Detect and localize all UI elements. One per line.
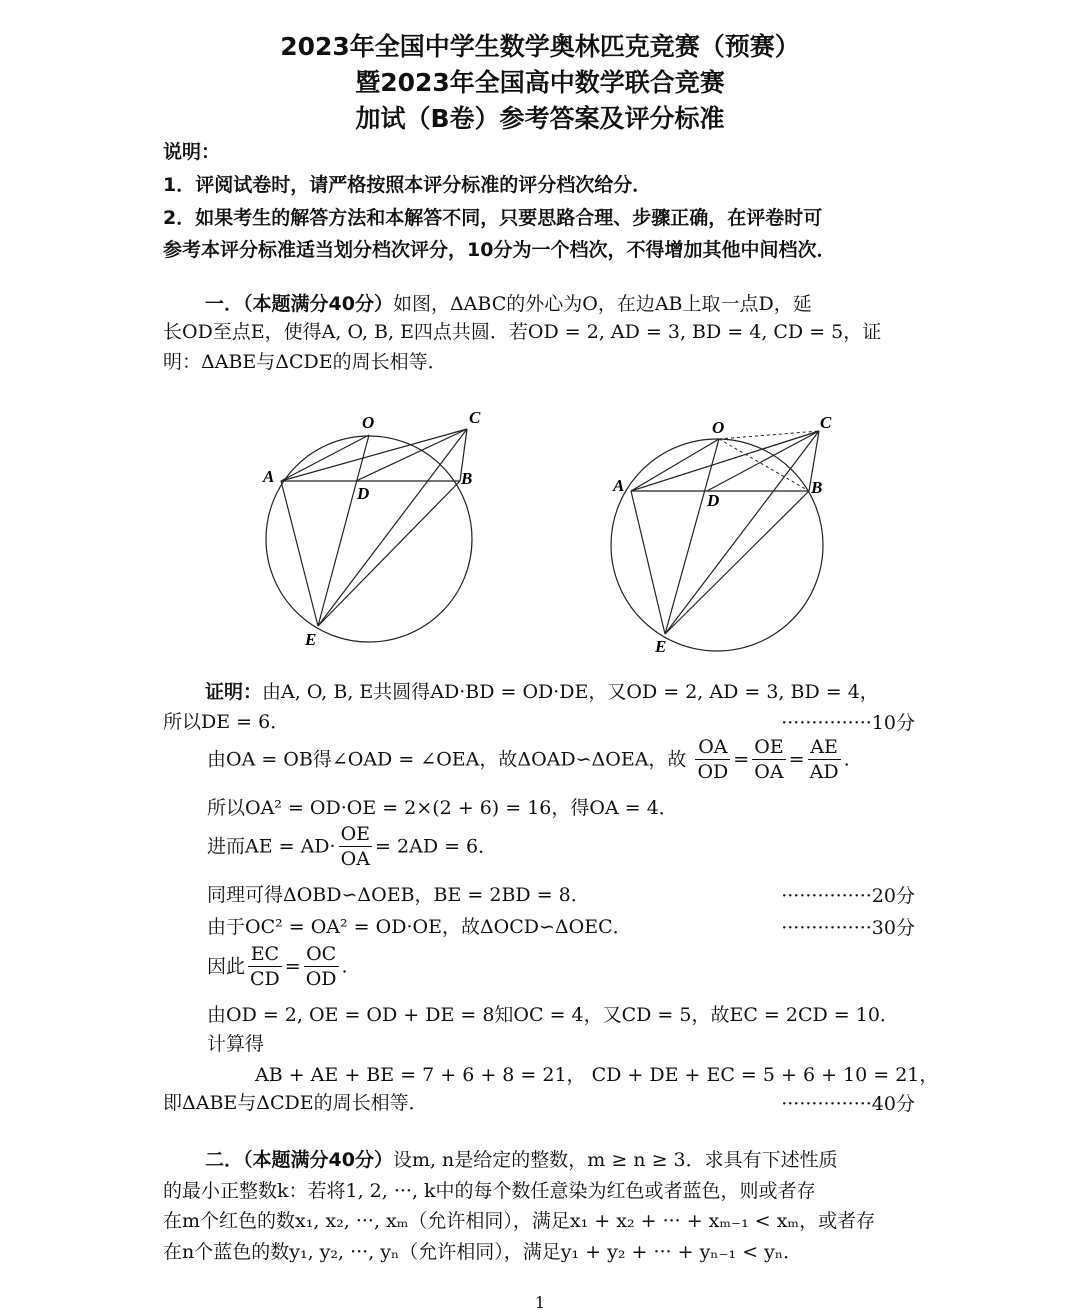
label-e: E bbox=[655, 637, 667, 655]
segment-ae bbox=[281, 481, 318, 626]
label-b: B bbox=[461, 469, 473, 488]
segment-ao bbox=[281, 435, 369, 481]
problem1-text-1: 如图，ΔABC的外心为O，在边AB上取一点D，延 bbox=[392, 293, 812, 315]
proof-line-8: 因此 $\frac{EC}{CD}$ = $\frac{OC}{OD}$ . bbox=[207, 943, 348, 990]
proof-line-6: 同理可得ΔOBD∽ΔOEB，BE = 2BD = 8． bbox=[207, 884, 590, 906]
problem1-line3: 明：ΔABE与ΔCDE的周长相等． bbox=[163, 351, 447, 373]
problem2-line2: 的最小正整数k：若将1, 2, ···, k中的每个数任意染为红色或者蓝色，则或者存 bbox=[163, 1180, 816, 1202]
score-20: ···············20分 bbox=[781, 885, 915, 907]
title-line-1: 2023年全国中学生数学奥林匹克竞赛（预赛） bbox=[280, 32, 800, 61]
proof-line-2: 所以DE = 6． bbox=[163, 711, 290, 733]
circumcircle bbox=[266, 436, 472, 642]
label-o: O bbox=[362, 413, 375, 432]
proof-text-3: 由OA = OB得∠OAD = ∠OEA，故ΔOAD∽ΔOEA，故 bbox=[207, 748, 687, 771]
segment-oe bbox=[665, 439, 719, 634]
title-line-2: 暨2023年全国高中数学联合竞赛 bbox=[355, 68, 725, 97]
fraction-oc-od: $\frac{OC}{OD}$ bbox=[305, 943, 337, 990]
score-40: ···············40分 bbox=[781, 1093, 915, 1115]
problem2-label: 二．（本题满分40分） bbox=[205, 1149, 393, 1171]
proof-line-7: 由于OC² = OA² = OD·OE，故ΔOCD∽ΔOEC． bbox=[207, 916, 632, 938]
label-o: O bbox=[712, 418, 725, 437]
segment-ae bbox=[631, 491, 665, 634]
circumcircle bbox=[611, 439, 823, 651]
score-10: ···············10分 bbox=[781, 712, 915, 734]
fraction-ae-ad: $\frac{AE}{AD}$ bbox=[809, 736, 839, 783]
problem1-line1 bbox=[205, 290, 812, 318]
page-number: 1 bbox=[534, 1293, 546, 1312]
proof-line-10: 计算得 bbox=[207, 1033, 265, 1055]
segment-be bbox=[665, 491, 809, 634]
problem1-label: 一．（本题满分40分） bbox=[205, 293, 393, 315]
proof-line-5: 进而AE = AD· $\frac{OE}{OA}$ = 2AD = 6． bbox=[207, 823, 498, 870]
score-30: ···············30分 bbox=[781, 917, 915, 939]
label-a: A bbox=[263, 467, 275, 486]
problem2-line3: 在m个红色的数x₁, x₂, ···, xₘ（允许相同），满足x₁ + x₂ + ··· + xₘ₋₁ < xₘ，或者存 bbox=[163, 1210, 876, 1232]
figure-right bbox=[605, 405, 855, 655]
label-d: D bbox=[707, 491, 720, 510]
label-c: C bbox=[469, 408, 481, 427]
dashed-ob bbox=[719, 439, 809, 491]
proof-text-1: 由A, O, B, E共圆得AD·BD = OD·DE，又OD = 2, AD = 3, BD = 4， bbox=[262, 681, 879, 703]
proof-line-4: 所以OA² = OD·OE = 2×(2 + 6) = 16，得OA = 4． bbox=[207, 797, 678, 819]
note-item-2b: 参考本评分标准适当划分档次评分，10分为一个档次，不得增加其他中间档次． bbox=[163, 239, 836, 261]
label-e: E bbox=[305, 630, 317, 649]
proof-line-1 bbox=[205, 678, 879, 706]
segment-ao bbox=[631, 439, 719, 491]
segment-ce bbox=[665, 431, 819, 634]
problem2-line1: 二．（本题满分40分）设m, n是给定的整数，m ≥ n ≥ 3．求具有下述性质 bbox=[205, 1149, 838, 1171]
proof-line-9: 由OD = 2, OE = OD + DE = 8知OC = 4，又CD = 5，故EC = 2CD = 10． bbox=[207, 1004, 899, 1026]
proof-label: 证明： bbox=[205, 681, 263, 703]
figure-left bbox=[255, 405, 505, 655]
dashed-oc bbox=[719, 431, 819, 439]
label-b: B bbox=[811, 478, 823, 497]
label-a: A bbox=[613, 476, 625, 495]
segment-ce bbox=[318, 429, 467, 626]
segment-be bbox=[318, 481, 460, 626]
notes-heading: 说明： bbox=[163, 141, 221, 163]
proof-line-12: 即ΔABE与ΔCDE的周长相等． bbox=[163, 1092, 428, 1114]
proof-line-11: AB + AE + BE = 7 + 6 + 8 = 21， CD + DE + EC = 5 + 6 + 10 = 21， bbox=[255, 1064, 939, 1086]
fraction-ec-cd: $\frac{EC}{CD}$ bbox=[250, 943, 280, 990]
label-c: C bbox=[820, 413, 832, 432]
problem1-line2: 长OD至点E，使得A, O, B, E四点共圆．若OD = 2, AD = 3, BD = 4, CD = 5，证 bbox=[163, 321, 882, 343]
fraction-oe-oa: $\frac{OE}{OA}$ bbox=[754, 736, 784, 783]
note-item-1: 1．评阅试卷时，请严格按照本评分标准的评分档次给分． bbox=[163, 174, 652, 196]
note-item-2a: 2．如果考生的解答方法和本解答不同，只要思路合理、步骤正确，在评卷时可 bbox=[163, 207, 823, 229]
problem2-line4: 在n个蓝色的数y₁, y₂, ···, yₙ（允许相同），满足y₁ + y₂ + ··· + yₙ₋₁ < yₙ． bbox=[163, 1241, 803, 1263]
proof-line-3: 由OA = OB得∠OAD = ∠OEA，故ΔOAD∽ΔOEA，故 $\frac{OA}{OD}$ = $\frac{OE}{OA}$ = $\frac{AE}{AD}$ . bbox=[207, 736, 850, 783]
label-d: D bbox=[357, 484, 370, 503]
title-line-3: 加试（B卷）参考答案及评分标准 bbox=[355, 104, 725, 133]
fraction-oe-oa-2: $\frac{OE}{OA}$ bbox=[340, 823, 371, 870]
fraction-oa-od: $\frac{OA}{OD}$ bbox=[697, 736, 729, 783]
